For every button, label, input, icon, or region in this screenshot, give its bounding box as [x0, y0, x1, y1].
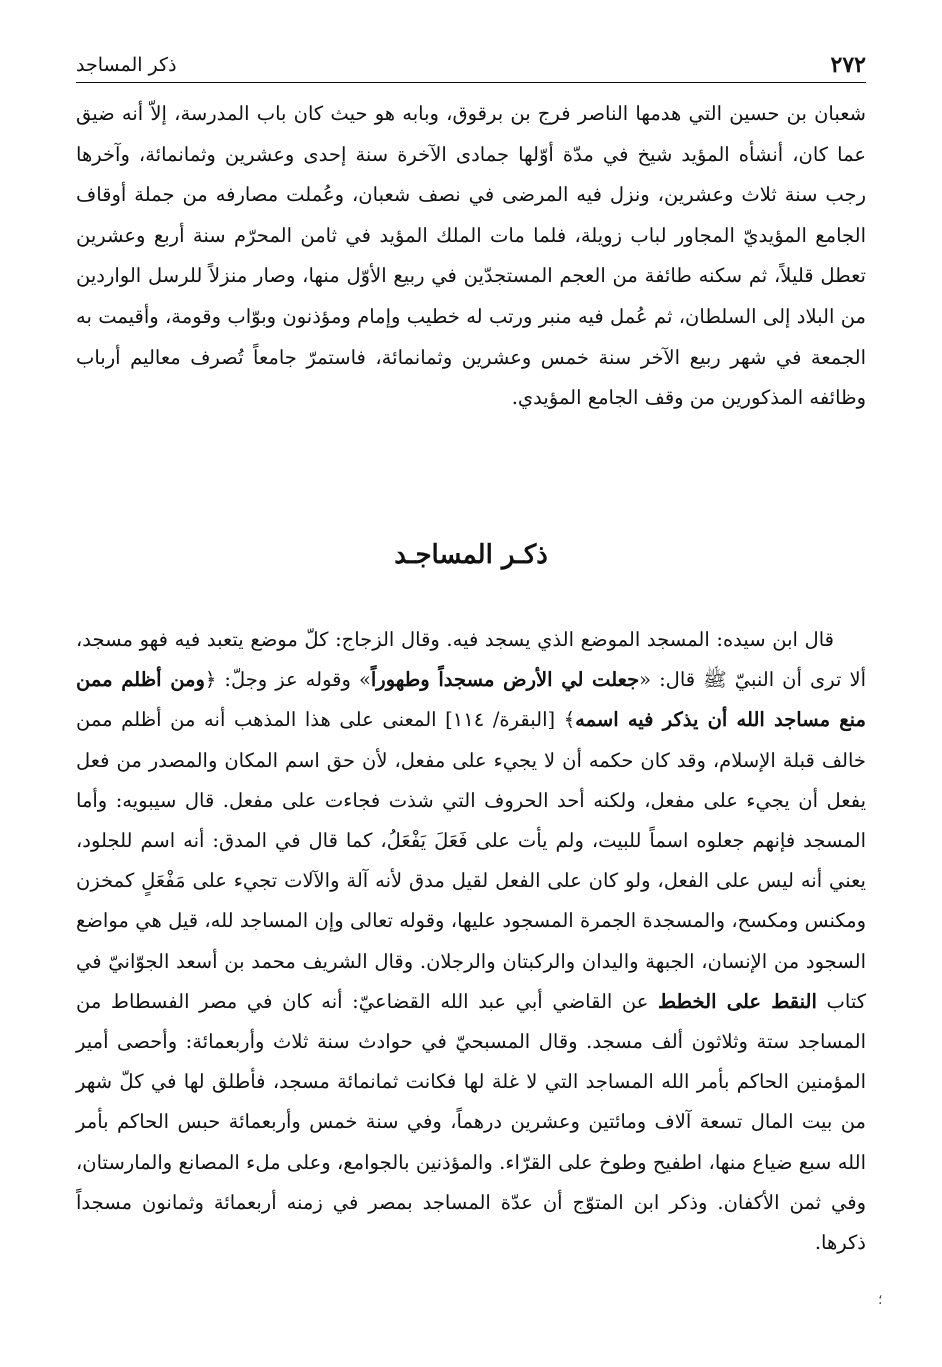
main-text-part2: » وقوله عز وجلّ: ﴿ — [204, 668, 371, 692]
main-text-part4: عن القاضي أبي عبد الله القضاعيّ: أنه كان في مصر الفسطاط من المساجد ستة وثلاثون ألف مسجد. وقال المسبحيّ في حوادث سنة ثلاث وأربعمائة: وأحصى أمير المؤمنين الحاكم بأمر الله المساجد التي لا غلة لها فكانت ثمانمائة مسجد، فأطلق لها في كلّ شهر من بيت المال تسعة آلاف ومائتين وعشرين درهماً، وفي سنة خمس وأربعمائة حبس الحاكم بأمر الله سبع ضياع منها، اطفيح وطوخ على القرّاء. والمؤذنين بالجوامع، وعلى ملء المصانع والمارستان، وفي ثمن الأكفان. وذكر ابن المتوّج أن عدّة المساجد بمصر في زمنه أربعمائة وثمانون مسجداً ذكرها. — [76, 989, 866, 1255]
running-title: ذكر المساجد — [76, 54, 177, 76]
page-number: ٢٧٢ — [830, 52, 866, 78]
main-paragraph-text — [76, 620, 866, 1263]
main-text-part3: ﴾ [البقرة/ ١١٤] المعنى على هذا المذهب أنه من أظلم ممن خالف قبلة الإسلام، وقد كان حكمه أن لا يجيء على مفعل، لأن حق اسم المكان والمصدر من فعل يفعل أن يجيء على مفعل، ولكنه أحد الحروف التي شذت فجاءت على مفعل. قال سيبويه: وأما المسجد فإنهم جعلوه اسماً للبيت، ولم يأت على فَعَلَ يَفْعَلُ، كما قال في المدق: أنه اسم للجلود، يعني أنه ليس على الفعل، ولو كان على الفعل لقيل مدق لأنه آلة والآلات تجيء على مَفْعَلٍ كمخزن ومكنس ومكسح، والمسجدة الجمرة المسجود عليها، وقوله تعالى وإن المساجد لله، قيل هي مواضع السجود من الإنسان، الجبهة واليدان والركبتان والرجلان. وقال الشريف محمد بن أسعد الجوّانيّ في كتاب — [76, 708, 866, 1013]
quran-quote: ومن أظلم ممن منع مساجد الله أن يذكر فيه اسمه — [76, 668, 866, 732]
hadith-quote: جعلت لي الأرض مسجداً وطهوراً — [370, 668, 640, 692]
book-title: النقط على الخطط — [658, 989, 817, 1013]
section-heading: ذكـر المساجـد — [394, 539, 548, 570]
main-paragraph — [76, 620, 866, 1263]
top-paragraph — [76, 94, 866, 419]
margin-mark: ؛ — [878, 1292, 883, 1308]
top-paragraph-text: شعبان بن حسين التي هدمها الناصر فرج بن برقوق، وبابه هو حيث كان باب المدرسة، إلاّ أنه ضيق عما كان، أنشأه المؤيد شيخ في مدّة أوّلها جمادى الآخرة سنة إحدى وعشرين وثمانمائة، وآخرها رجب سنة ثلاث وعشرين، ونزل فيه المرضى في نصف شعبان، وعُملت مصارفه من جملة أوقاف الجامع المؤيديّ المجاور لباب زويلة، فلما مات الملك المؤيد في ثامن المحرّم سنة أربع وعشرين تعطل قليلاً، ثم سكنه طائفة من العجم المستجدّين في ربيع الأوّل منها، وصار منزلاً للرسل الواردين من البلاد إلى السلطان، ثم عُمل فيه منبر ورتب له خطيب وإمام ومؤذنون وبوّاب وقومة، وأقيمت به الجمعة في شهر ربيع الآخر سنة خمس وعشرين وثمانمائة، فاستمرّ جامعاً تُصرف معاليم أرباب وظائفه المذكورين من وقف الجامع المؤيدي. — [76, 102, 866, 410]
main-text-part1: قال ابن سيده: المسجد الموضع الذي يسجد فيه. وقال الزجاج: كلّ موضع يتعبد فيه فهو مسجد، ألا ترى أن النبيّ ﷺ قال: « — [76, 628, 866, 692]
running-header — [76, 42, 866, 83]
